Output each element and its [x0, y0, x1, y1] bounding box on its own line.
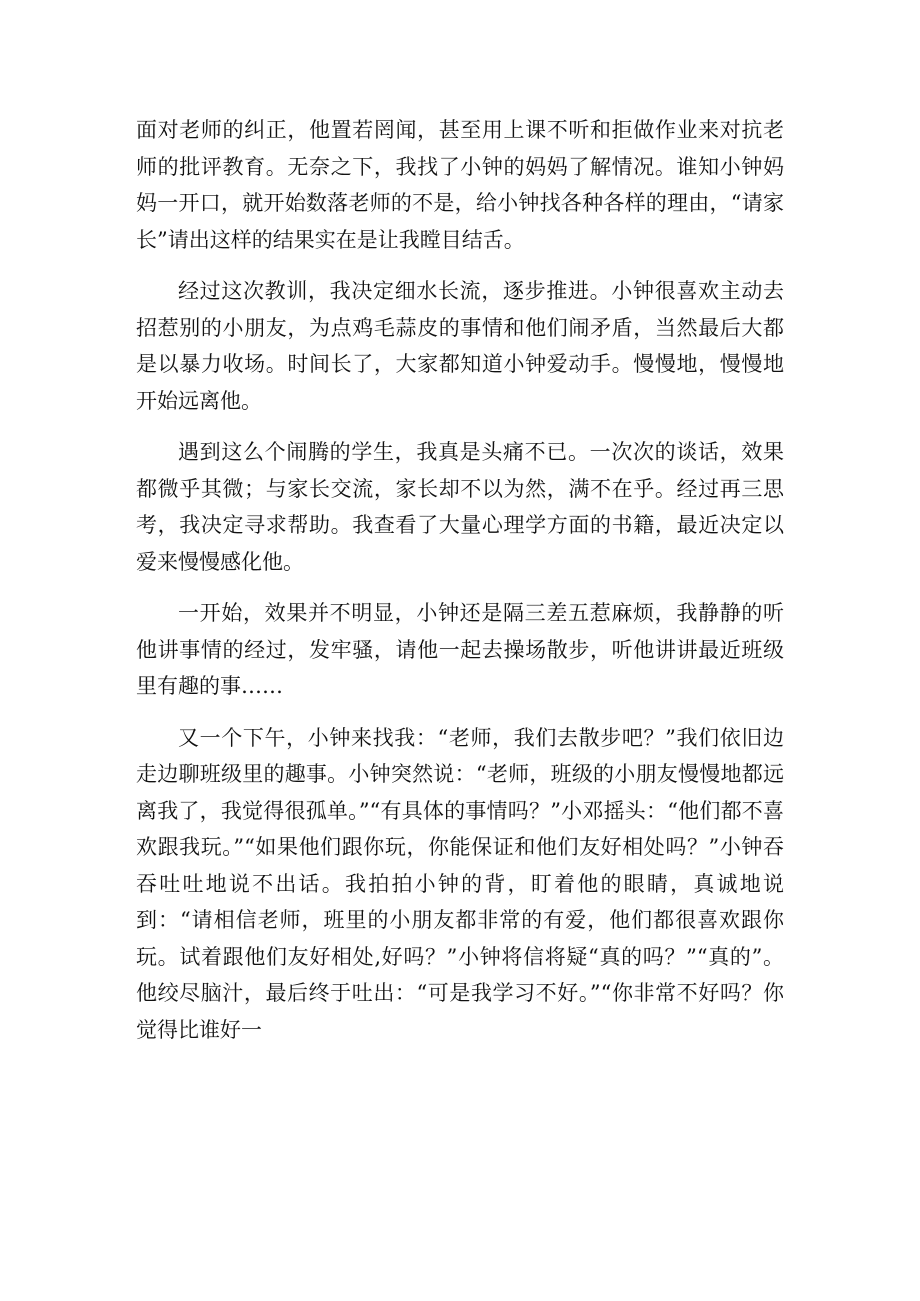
paragraph-3: 遇到这么个闹腾的学生，我真是头痛不已。一次次的谈话，效果都微乎其微；与家长交流，家长却不以为然，满不在乎。经过再三思考，我决定寻求帮助。我查看了大量心理学方面的书籍，最近决定以爱来慢慢感化他。 [136, 440, 784, 574]
paragraph-4: 一开始，效果并不明显，小钟还是隔三差五惹麻烦，我静静的听他讲事情的经过，发牢骚，请他一起去操场散步，听他讲讲最近班级里有趣的事…… [136, 601, 784, 698]
document-page [136, 112, 784, 1063]
paragraph-5: 又一个下午，小钟来找我：“老师，我们去散步吧？”我们依旧边走边聊班级里的趣事。小钟突然说：“老师，班级的小朋友慢慢地都远离我了，我觉得很孤单。”“有具体的事情吗？”小邓摇头：“他们都不喜欢跟我玩。”“如果他们跟你玩，你能保证和他们友好相处吗？”小钟吞吞吐吐地说不出话。我拍拍小钟的背，盯着他的眼睛，真诚地说到：“请相信老师，班里的小朋友都非常的有爱，他们都很喜欢跟你玩。试着跟他们友好相处,好吗？”小钟将信将疑“真的吗？”“真的”。他绞尽脑汁，最后终于吐出：“可是我学习不好。”“你非常不好吗？你觉得比谁好一 [136, 725, 784, 1042]
paragraph-2: 经过这次教训，我决定细水长流，逐步推进。小钟很喜欢主动去招惹别的小朋友，为点鸡毛蒜皮的事情和他们闹矛盾，当然最后大都是以暴力收场。时间长了，大家都知道小钟爱动手。慢慢地，慢慢地开始远离他。 [136, 279, 784, 413]
paragraph-1: 面对老师的纠正，他置若罔闻，甚至用上课不听和拒做作业来对抗老师的批评教育。无奈之下，我找了小钟的妈妈了解情况。谁知小钟妈妈一开口，就开始数落老师的不是，给小钟找各种各样的理由，“请家长”请出这样的结果实在是让我瞠目结舌。 [136, 118, 784, 252]
